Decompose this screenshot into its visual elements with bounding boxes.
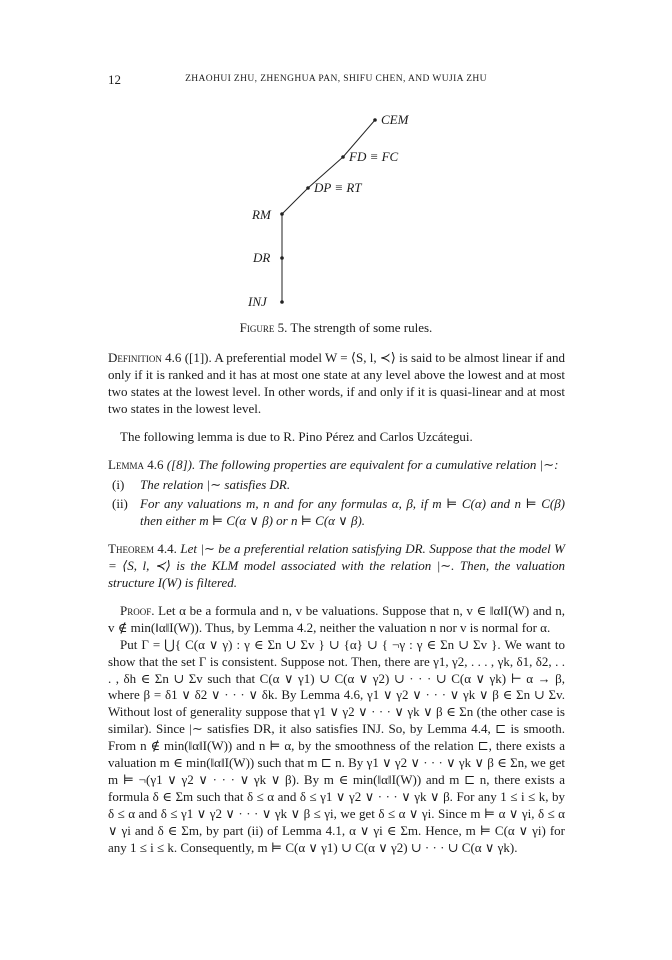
item-text: The relation |∼ satisfies DR. <box>140 477 291 493</box>
caption-text: The strength of some rules. <box>290 320 433 335</box>
node-dr <box>280 256 284 260</box>
lemma-intro: The following lemma is due to R. Pino Pérez and Carlos Uzcátegui. <box>120 428 473 444</box>
lemma-label: Lemma 4.6 <box>108 456 164 472</box>
figure-caption <box>0 320 672 336</box>
caption-label: Figure 5. <box>239 320 288 335</box>
node-fd <box>341 155 345 159</box>
label-fd: FD ≡ FC <box>349 149 399 164</box>
theorem-4-4 <box>108 541 565 592</box>
label-inj: INJ <box>248 294 267 309</box>
label-dp: DP ≡ RT <box>314 180 362 195</box>
definition-label: Definition 4.6 <box>108 350 182 365</box>
definition-4-6 <box>108 350 565 418</box>
running-head: ZHAOHUI ZHU, ZHENGHUA PAN, SHIFU CHEN, AND WUJIA ZHU <box>185 74 487 84</box>
label-cem: CEM <box>381 112 409 127</box>
edge-dp-rm <box>282 188 308 214</box>
proof-paragraph-2: Put Γ = ⋃{ C(α ∨ γ) : γ ∈ Σn ∪ Σv } ∪ {α} ∪ { ¬γ : γ ∈ Σn ∪ Σv }. We want to show that the set Γ is consistent. Suppose not. Then, there are γ1, γ2, . . . , γk, δ1, δ2, . . . , δh ∈ Σn ∪ Σv such that C(α ∨ γ1) ∪ C(α ∨ γ2) ∪ · · · ∪ C(α ∨ γk) ⊢ α → β, where β = δ1 ∨ δ2 ∨ · · · ∨ δk. By Lemma 4.6, γ1 ∨ γ2 ∨ · · · ∨ γk ∨ β ∈ Σn ∪ Σv. Without lost of generality suppose that γ1 ∨ γ2 ∨ · · · ∨ γk ∨ β ∈ Σn (the other case is similar). Since |∼ satisfies DR, it also satisfies INJ. So, by Lemma 4.4, ⊏ is smooth. From n ∉ min(‖α‖I(W)) and n ⊨ α, by the smoothness of the relation ⊏, there exists a valuation m ∈ min(‖α‖I(W)) such that m ⊏ n. By γ1 ∨ γ2 ∨ · · · ∨ γk ∨ β ∈ Σn, we get m ⊨ ¬(γ1 ∨ γ2 ∨ · · · ∨ γk ∨ β). By m ∈ min(‖α‖I(W)) and m ⊏ n, there exists a formula δ ∈ Σm such that δ ≤ α and δ ≤ γ1 ∨ γ2 ∨ · · · ∨ γk ∨ β. For any 1 ≤ i ≤ k, by δ ≤ α and δ ≤ γ1 ∨ γ2 ∨ · · · ∨ γk ∨ β ≤ γi, we get δ ≤ α ∨ γi. Since m ⊨ α ∨ γi, δ ≤ α ∨ γi and δ ∈ Σm, by part (ii) of Lemma 4.1, α ∨ γi ∈ Σm. Hence, m ⊨ C(α ∨ γi) for any 1 ≤ i ≤ k. Consequently, m ⊨ C(α ∨ γ1) ∪ C(α ∨ γ2) ∪ · · · ∪ C(α ∨ γk). <box>108 636 565 855</box>
page-number: 12 <box>108 72 121 87</box>
figure-5 <box>0 0 672 340</box>
lemma-items <box>108 477 565 530</box>
rule-strength-diagram <box>0 0 672 340</box>
body-text <box>108 350 565 867</box>
lemma-item-i <box>108 477 565 494</box>
proof-paragraph-1 <box>108 603 565 637</box>
node-rm <box>280 212 284 216</box>
node-inj <box>280 300 284 304</box>
lemma-4-6 <box>108 457 565 474</box>
definition-text: ([1]). A preferential model W = ⟨S, l, ≺⟩ is said to be almost linear if and only if it is ranked and it has at most one state at any level above the lowest and at most two states at the lowest level. In other words, if and only if it is quasi-linear and at most two states in the lowest level. <box>108 350 565 416</box>
lemma-item-ii <box>108 496 565 530</box>
proof-label: Proof. <box>120 602 155 618</box>
lemma-text: ([8]). The following properties are equivalent for a cumulative relation |∼: <box>166 456 559 472</box>
proof-text-1: Let α be a formula and n, v be valuations. Suppose that n, v ∈ ‖α‖I(W) and n, v ∉ min(‖α‖I(W)). Thus, by Lemma 4.2, neither the valuation n nor v is normal for α. <box>108 602 566 635</box>
node-dp <box>306 186 310 190</box>
item-number: (i) <box>112 477 125 493</box>
node-cem <box>373 118 377 122</box>
label-dr: DR <box>253 250 271 265</box>
item-number: (ii) <box>112 496 128 512</box>
label-rm: RM <box>252 207 271 222</box>
theorem-label: Theorem 4.4. <box>108 541 177 557</box>
item-text: For any valuations m, n and for any formulas α, β, if m ⊨ C(α) and n ⊨ C(β) then either m ⊨ C(α ∨ β) or n ⊨ C(α ∨ β). <box>140 496 565 529</box>
theorem-text: Let |∼ be a preferential relation satisfying DR. Suppose that the model W = ⟨S, l, ≺⟩ is the KLM model associated with the relation |∼. Then, the valuation structure I(W) is filtered. <box>108 541 566 590</box>
